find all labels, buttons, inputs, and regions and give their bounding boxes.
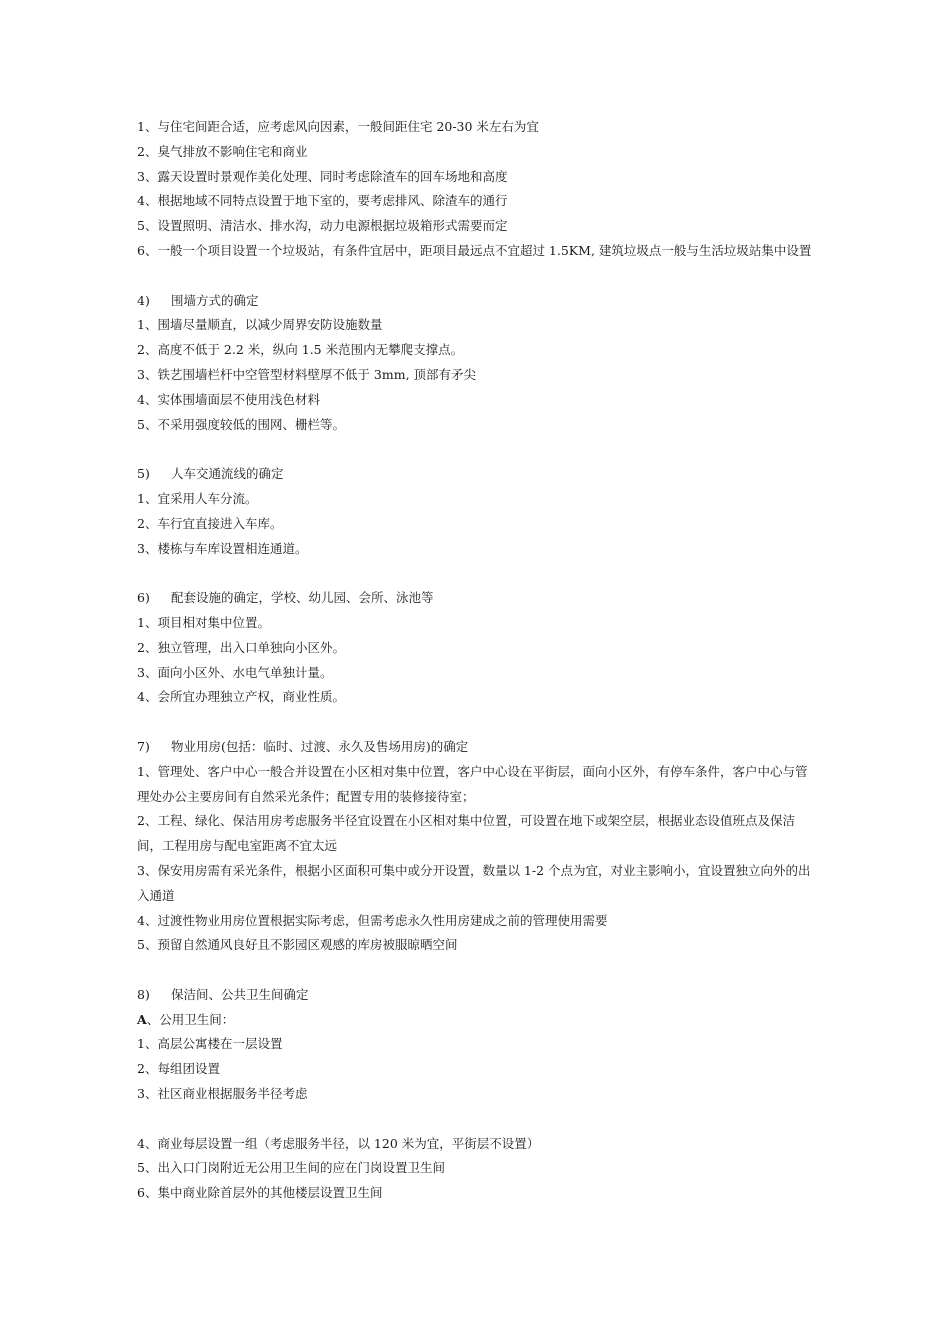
spacer <box>137 1107 813 1132</box>
list-item: 4、根据地域不同特点设置于地下室的，要考虑排风、除渣车的通行 <box>137 193 508 209</box>
list-item: 4、会所宜办理独立产权，商业性质。 <box>137 689 345 705</box>
list-item: 2、工程、绿化、保洁用房考虑服务半径宜设置在小区相对集中位置，可设置在地下或架空层，根据业态设值班点及保洁间，工程用房与配电室距离不宜太远 <box>137 813 795 854</box>
section-number: 4) <box>137 292 150 308</box>
section-heading-facilities <box>137 586 813 611</box>
list-item: 3、面向小区外、水电气单独计量。 <box>137 664 333 680</box>
section-number: 8) <box>137 986 150 1002</box>
list-item: 2、高度不低于 2.2 米，纵向 1.5 米范围内无攀爬支撑点。 <box>137 342 464 358</box>
section-number: 6) <box>137 590 150 606</box>
list-item: 1、宜采用人车分流。 <box>137 490 258 506</box>
spacer <box>137 958 813 983</box>
list-item: 1、高层公寓楼在一层设置 <box>137 1036 283 1052</box>
list-item: 5、设置照明、清洁水、排水沟，动力电源根据垃圾箱形式需要而定 <box>137 218 508 234</box>
list-item: 3、保安用房需有采光条件，根据小区面积可集中或分开设置，数量以 1-2 个点为宜，对业主影响小，宜设置独立向外的出入通道 <box>137 862 811 903</box>
list-item: 2、车行宜直接进入车库。 <box>137 515 283 531</box>
list-item: 4、实体围墙面层不使用浅色材料 <box>137 391 320 407</box>
list-item: 1、围墙尽量顺直，以减少周界安防设施数量 <box>137 317 383 333</box>
list-item: 1、管理处、客户中心一般合并设置在小区相对集中位置，客户中心设在平街层，面向小区外，有停车条件，客户中心与管理处办公主要房间有自然采光条件；配置专用的装修接待室； <box>137 763 808 804</box>
list-item: 3、露天设置时景观作美化处理、同时考虑除渣车的回车场地和高度 <box>137 168 508 184</box>
subsection-label: 、公用卫生间： <box>146 1011 235 1027</box>
section-number: 7) <box>137 738 150 754</box>
list-item: 2、臭气排放不影响住宅和商业 <box>137 143 308 159</box>
section-heading-wall <box>137 289 813 314</box>
section-heading-toilet <box>137 983 813 1008</box>
spacer <box>137 437 813 462</box>
list-item: 3、社区商业根据服务半径考虑 <box>137 1086 308 1102</box>
spacer <box>137 710 813 735</box>
list-item: 3、楼栋与车库设置相连通道。 <box>137 540 308 556</box>
list-item: 5、预留自然通风良好且不影园区观感的库房被服晾晒空间 <box>137 937 458 953</box>
list-item: 1、项目相对集中位置。 <box>137 614 270 630</box>
list-item: 3、铁艺围墙栏杆中空管型材料壁厚不低于 3mm, 顶部有矛尖 <box>137 366 477 382</box>
list-item: 5、出入口门岗附近无公用卫生间的应在门岗设置卫生间 <box>137 1160 445 1176</box>
section-title: 物业用房(包括：临时、过渡、永久及售场用房)的确定 <box>171 738 469 754</box>
section-heading-property <box>137 735 813 760</box>
spacer <box>137 264 813 289</box>
section-title: 保洁间、公共卫生间确定 <box>171 986 309 1002</box>
subsection-title <box>137 1008 813 1033</box>
list-item: 6、集中商业除首层外的其他楼层设置卫生间 <box>137 1185 383 1201</box>
list-item: 2、每组团设置 <box>137 1061 220 1077</box>
section-number: 5) <box>137 466 150 482</box>
section-heading-traffic <box>137 462 813 487</box>
subsection-letter: A <box>137 1011 147 1027</box>
section-title: 人车交通流线的确定 <box>171 466 284 482</box>
section-title: 配套设施的确定，学校、幼儿园、会所、泳池等 <box>171 590 434 606</box>
list-item: 6、一般一个项目设置一个垃圾站，有条件宜居中，距项目最远点不宜超过 1.5KM, 建筑垃圾点一般与生活垃圾站集中设置 <box>137 242 812 258</box>
list-item: 2、独立管理，出入口单独向小区外。 <box>137 639 345 655</box>
spacer <box>137 561 813 586</box>
list-item: 4、过渡性物业用房位置根据实际考虑，但需考虑永久性用房建成之前的管理使用需要 <box>137 912 608 928</box>
list-item: 4、商业每层设置一组（考虑服务半径，以 120 米为宜，平街层不设置） <box>137 1135 540 1151</box>
document-page <box>137 115 813 1206</box>
section-title: 围墙方式的确定 <box>171 292 259 308</box>
list-item: 1、与住宅间距合适，应考虑风向因素，一般间距住宅 20-30 米左右为宜 <box>137 119 539 134</box>
list-item: 5、不采用强度较低的围网、栅栏等。 <box>137 416 345 432</box>
